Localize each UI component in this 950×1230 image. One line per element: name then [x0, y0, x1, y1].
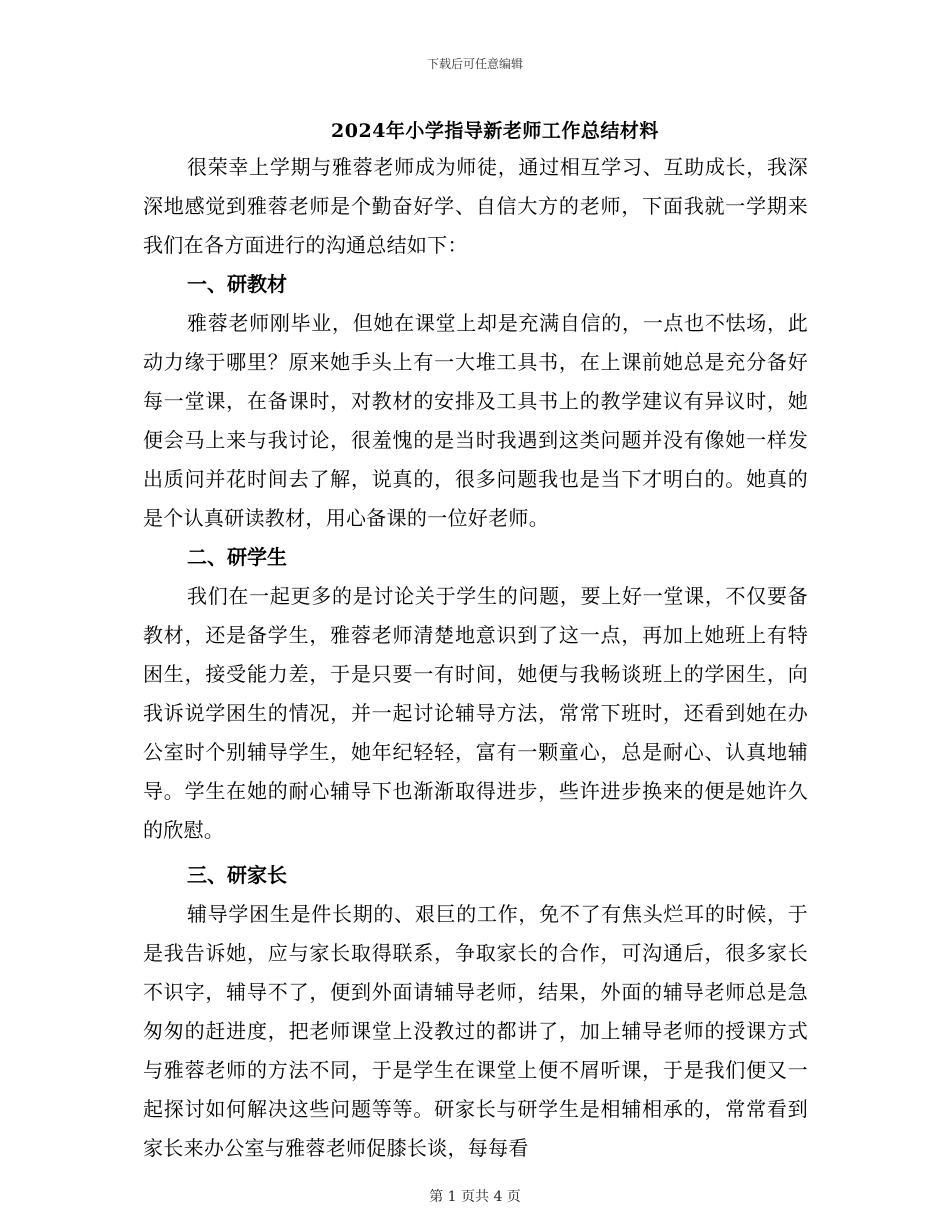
page-footer: 第 1 页共 4 页 — [429, 1189, 521, 1205]
header-note: 下载后可任意编辑 — [426, 57, 523, 71]
document-title: 2024年小学指导新老师工作总结材料 — [331, 120, 659, 142]
section-heading-textbook: 一、研教材 — [187, 272, 287, 296]
section-body-textbook: 雅蓉老师刚毕业，但她在课堂上却是充满自信的，一点也不怯场，此动力缘于哪里？原来她手头上有一大堆工具书，在上课前她总是充分备好每一堂课，在备课时，对教材的安排及工具书上的教学建议有异议时，她便会马上来与我讨论，很羞愧的是当时我遇到这类问题并没有像她一样发出质问并花时间去了解，说真的，很多问题我也是当下才明白的。她真的是个认真研读教材，用心备课的一位好老师。 — [143, 311, 808, 530]
section-body-parents: 辅导学困生是件长期的、艰巨的工作，免不了有焦头烂耳的时候，于是我告诉她，应与家长取得联系，争取家长的合作，可沟通后，很多家长不识字，辅导不了，便到外面请辅导老师，结果，外面的辅导老师总是急匆匆的赶进度，把老师课堂上没教过的都讲了，加上辅导老师的授课方式与雅蓉老师的方法不同，于是学生在课堂上便不屑听课，于是我们便又一起探讨如何解决这些问题等等。研家长与研学生是相辅相承的，常常看到家长来办公室与雅蓉老师促膝长谈，每每看 — [143, 902, 808, 1160]
section-heading-parents: 三、研家长 — [187, 863, 287, 887]
document-body — [143, 148, 808, 1168]
section-heading-students: 二、研学生 — [187, 545, 287, 569]
intro-paragraph: 很荣幸上学期与雅蓉老师成为师徒，通过相互学习、互助成长，我深深地感觉到雅蓉老师是个勤奋好学、自信大方的老师，下面我就一学期来我们在各方面进行的沟通总结如下： — [143, 155, 808, 257]
section-body-students: 我们在一起更多的是讨论关于学生的问题，要上好一堂课，不仅要备教材，还是备学生，雅蓉老师清楚地意识到了这一点，再加上她班上有特困生，接受能力差，于是只要一有时间，她便与我畅谈班上的学困生，向我诉说学困生的情况，并一起讨论辅导方法，常常下班时，还看到她在办公室时个别辅导学生，她年纪轻轻，富有一颗童心，总是耐心、认真地辅导。学生在她的耐心辅导下也渐渐取得进步，些许进步换来的便是她许久的欣慰。 — [143, 584, 808, 842]
